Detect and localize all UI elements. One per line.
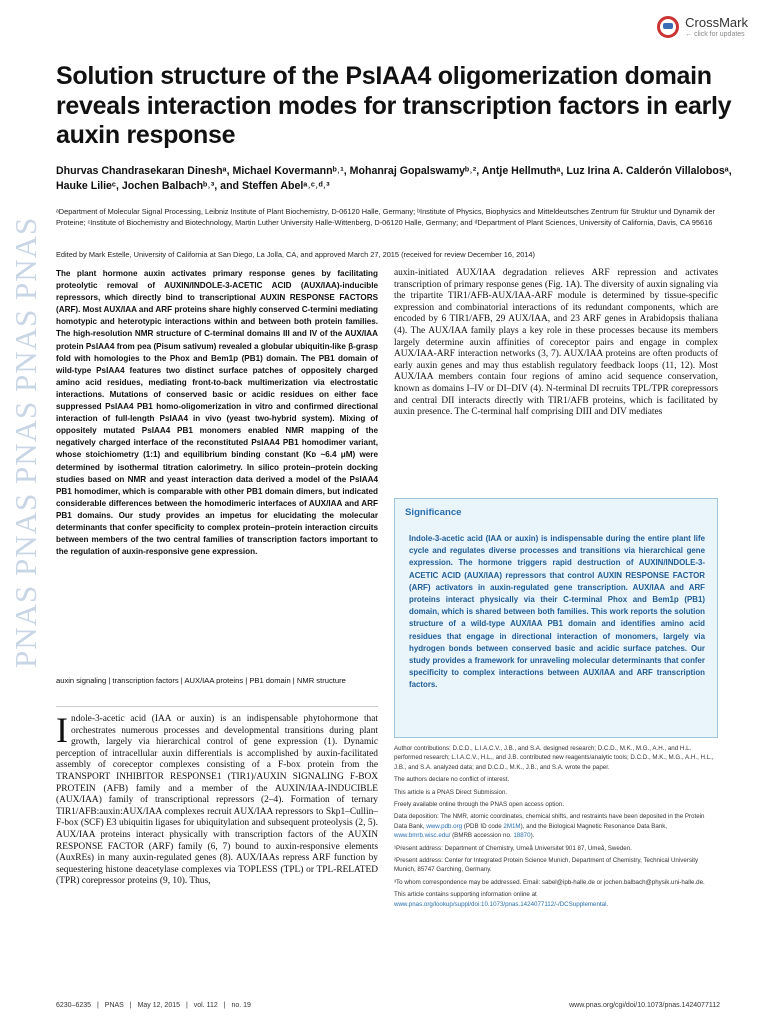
supporting-info: This article contains supporting information online at www.pnas.org/lookup/suppl/doi:10.1073/pnas.1424077112/-/DCSupplemental. (394, 891, 609, 908)
author-contributions: Author contributions: D.C.D., L.I.A.C.V., J.B., and S.A. designed research; D.C.D., M.K., M.G., A.H., and H.L. performed research; L.I.A.C.V., H.L., and J.B. contributed new reagents/analytic tools; D.C.D., M.K., M.G., A.H., H.L., J.B., and S.A. analyzed data; and D.C.D., M.K., J.B., and S.A. wrote the paper. (394, 745, 714, 771)
page-range: 6230–6235 (56, 1002, 92, 1009)
present-address-2: ²Present address: Center for Integrated Protein Science Munich, Department of Chemistry, Technical University Munich, 85747 Garching, Germany. (394, 857, 699, 874)
submission-note: This article is a PNAS Direct Submission. (394, 788, 508, 796)
open-access-note: Freely available online through the PNAS open access option. (394, 801, 564, 809)
pnas-watermark (6, 90, 43, 670)
crossmark-label: CrossMark (685, 15, 748, 30)
edited-by: Edited by Mark Estelle, University of California at San Diego, La Jolla, CA, and approved March 27, 2015 (received for review December 16, 2014) (56, 250, 535, 259)
article-title: Solution structure of the PsIAA4 oligomerization domain reveals interaction modes for transcription factors in early auxin response (56, 62, 732, 149)
bmrb-accession-link[interactable]: 18870 (513, 832, 531, 840)
present-address-1: ¹Present address: Department of Chemistry, Umeå Universitet 901 87, Umeå, Sweden. (394, 844, 632, 852)
crossmark-badge[interactable] (657, 16, 748, 38)
article-notes (394, 744, 718, 912)
page-footer: 6230–6235 | PNAS | May 12, 2015 | vol. 112 | no. 19 www.pnas.org/cgi/doi/10.1073/pnas.1424077112 (56, 1002, 720, 1009)
journal-name: PNAS (104, 1002, 124, 1009)
author-list: Dhurvas Chandrasekaran Dineshᵃ, Michael Kovermannᵇ˒¹, Mohanraj Gopalswamyᵇ˒², Antje Hellmuthᵃ, Luz Irina A. Calderón Villalobosᵃ, Hauke Lilieᶜ, Jochen Balbachᵇ˒³, and Steffen Abelᵃ˒ᶜ˒ᵈ˒³ (56, 165, 732, 192)
keywords: auxin signaling | transcription factors | AUX/IAA proteins | PB1 domain | NMR structure (56, 676, 346, 685)
crossmark-icon (657, 16, 679, 38)
publication-date: May 12, 2015 (137, 1002, 180, 1009)
correspondence: ³To whom correspondence may be addressed. Email: sabel@ipb-halle.de or jochen.balbach@physik.uni-halle.de. (394, 878, 705, 886)
conflict-statement: The authors declare no conflict of interest. (394, 776, 510, 784)
volume: vol. 112 (193, 1002, 218, 1009)
keywords-divider (56, 706, 378, 707)
data-deposition: Data deposition: The NMR, atomic coordinates, chemical shifts, and restraints have been deposited in the Protein Data Bank, www.pdb.org (PDB ID code 2M1M), and the Biological Magnetic Resonance Data Bank, www.bmrb.wisc.edu/ (BMRB accession no. 18870). (394, 813, 705, 840)
body-column-right: auxin-initiated AUX/IAA degradation relieves ARF repression and activates transcription of primary response genes (Fig. 1A). The diversity of auxin signaling via the tripartite TIR1/AFB-AUX/IAA-ARF module is determined by tissue-specific expression and combinatorial interactions of its redundant components, which are encoded by 6 TIR1/AFB, 29 AUX/IAA, and 23 ARF genes in Arabidopsis thaliana (4). The AUX/IAA family plays a key role in these processes because its members largely determine auxin affinities of coreceptor pairs and engage in complex AUX/IAA-ARF interaction networks (3, 7). AUX/IAA proteins are often products of early auxin genes and may thus establish regulatory feedback loops (11, 12). Most AUX/IAA members contain four regions of amino acid sequence conservation, known as domains I–IV or DI–DIV (4). N-terminal DI recruits TPL/TPR corepressors and central DII interacts directly with TIR1/AFB proteins, which is facilitated by auxin presence. The C-terminal half comprising DIII and DIV mediates (394, 268, 718, 418)
issue: no. 19 (231, 1002, 251, 1009)
pdb-id-link[interactable]: 2M1M (503, 822, 521, 830)
bmrb-link[interactable]: www.bmrb.wisc.edu/ (394, 832, 451, 840)
drop-cap: I (56, 710, 68, 750)
significance-heading: Significance (405, 507, 462, 518)
significance-box (394, 498, 718, 738)
crossmark-sublabel: ← click for updates (685, 31, 745, 38)
introduction (56, 710, 378, 888)
abstract: The plant hormone auxin activates primary response genes by facilitating proteolytic removal of AUXIN/INDOLE-3-ACETIC ACID (AUX/IAA)-inducible repressors, which directly bind to transcriptional AUXIN RESPONSE FACTORS (ARF). Most AUX/IAA and ARF proteins share highly conserved C-termini mediating homotypic and heterotypic interactions within and between both protein families. The high-resolution NMR structure of C-terminal domains III and IV of the AUX/IAA protein PsIAA4 from pea (Pisum sativum) revealed a globular ubiquitin-like β-grasp fold with homologies to the Phox and Bem1p (PB1) domain. The PB1 domain of wild-type PsIAA4 features two distinct surface patches of oppositely charged amino acid residues, mediating front-to-back multimerization via electrostatic interactions. Mutations of conserved basic or acidic residues on either face suppressed PsIAA4 PB1 homo-oligomerization in vitro and confirmed directional interaction of full-length PsIAA4 in vivo (yeast two-hybrid system). Mixing of oppositely mutated PsIAA4 PB1 monomers enabled NMR mapping of the negatively charged interface of the reconstituted PsIAA4 PB1 homodimer variant, whose stoichiometry (1:1) and equilibrium binding constant (Kᴅ ~6.4 μM) were determined by isothermal titration calorimetry. In silico protein–protein docking studies based on NMR and yeast interaction data derived a model of the PsIAA4 PB1 homodimer, which is comparable with other PB1 domain dimers, but indicated considerable differences between the homodimeric interfaces of AUX/IAA and ARF PB1 domains. Our study provides an impetus for elucidating the molecular determinants that confer specificity to complex protein–protein interaction circuits between members of the two central families of transcription factors important to the regulation of auxin-responsive gene expression. (56, 269, 378, 557)
pnas-watermark-text: PNAS PNAS PNAS PNAS PNAS (8, 216, 43, 668)
pdb-link[interactable]: www.pdb.org (426, 822, 463, 830)
introduction-text: ndole-3-acetic acid (IAA or auxin) is an indispensable phytohormone that orchestrates numerous processes and developmental transitions during plant growth, largely via hierarchical control of gene expression (1). Dynamic perception of intracellular auxin differentials is accomplished by auxin-facilitated assembly of coreceptor complexes consisting of a F-box protein from the TRANSPORT INHIBITOR RESPONSE1 (TIR1)/AUXIN SIGNALING F-BOX PROTEIN (AFB) family and a member of the AUXIN/IAA-INDUCIBLE (AUX/IAA) family of transcriptional repressors (2–4). Formation of ternary TIR1/AFB:auxin:AUX/IAA complexes recruit AUX/IAA repressors to Skp1–Cullin–F-box (SCF) E3 ubiquitin ligases for ubiquitylation and subsequent proteolysis (2, 5). AUX/IAA proteins interact physically with transcription factors of the AUXIN RESPONSE FACTOR (ARF) family (6, 7) bound to auxin-responsive elements (AuxREs) in many auxin-regulated genes (8). AUX/IAAs repress ARF function by sequestering histone deacetylase complexes via TOPLESS (TPL) or TPL-RELATED (TPR) corepressor proteins (9, 10). Thus, (56, 714, 378, 887)
supporting-info-link[interactable]: www.pnas.org/lookup/suppl/doi:10.1073/pnas.1424077112/-/DCSupplemental (394, 900, 607, 908)
doi-link[interactable]: www.pnas.org/cgi/doi/10.1073/pnas.1424077112 (569, 1002, 720, 1009)
affiliations: ᵃDepartment of Molecular Signal Processing, Leibniz Institute of Plant Biochemistry, D-06120 Halle, Germany; ᵇInstitute of Physics, Biophysics and Mitteldeutsches Zentrum für Struktur und Dynamik der Proteine; ᶜInstitute of Biochemistry and Biotechnology, Martin Luther University Halle-Wittenberg, D-06120 Halle, Germany; and ᵈDepartment of Plant Sciences, University of California, Davis, CA 95616 (56, 207, 715, 227)
significance-text: Indole-3-acetic acid (IAA or auxin) is indispensable during the entire plant life cycle and regulates diverse processes and transitions via hierarchical gene expression. The hormone triggers rapid destruction of AUXIN/INDOLE-3-ACETIC ACID (AUX/IAA) repressors that control AUXIN RESPONSE FACTOR (ARF) activators in auxin-regulated gene transcription. AUX/IAA and ARF proteins interact physically via their C-terminal Phox and Bem1p (PB1) domain, which is shared between both families. This work reports the solution structure of a wild-type AUX/IAA PB1 domain and identifies amino acid residues that engage in directional interaction of monomers, largely via hydrogen bonds between conserved basic and acidic surface patches. Our study provides a framework for unraveling molecular determinants that confer specificity to complex interactions between AUX/IAA and ARF transcription factors. (409, 534, 705, 690)
